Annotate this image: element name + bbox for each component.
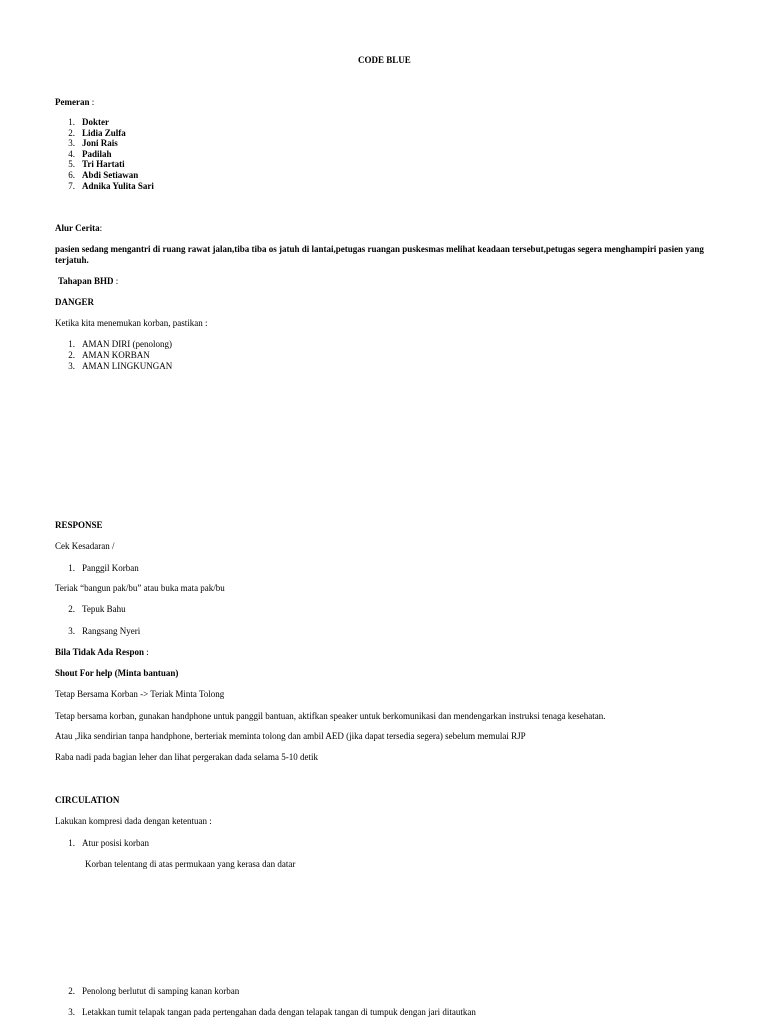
- danger-intro: Ketika kita menemukan korban, pastikan :: [55, 318, 208, 328]
- response-line: Atau ,Jika sendirian tanpa handphone, berteriak meminta tolong dan ambil AED (jika dapat tersedia segera) sebelum memulai RJP: [55, 731, 526, 741]
- circulation-intro: Lakukan kompresi dada dengan ketentuan :: [55, 816, 212, 826]
- cast-member: Padilah: [82, 149, 112, 159]
- cast-member: Lidia Zulfa: [82, 128, 126, 138]
- circulation-item: Letakkan tumit telapak tangan pada pertengahan dada dengan telapak tangan di tumpuk dengan jari ditautkan: [82, 1007, 476, 1017]
- response-line: Raba nadi pada bagian leher dan lihat pergerakan dada selama 5-10 detik: [55, 752, 318, 762]
- cast-member: Abdi Setiawan: [82, 170, 139, 180]
- story-heading: [55, 223, 102, 234]
- list-number: 1.: [68, 117, 75, 127]
- circulation-item: Penolong berlutut di samping kanan korban: [82, 986, 240, 996]
- list-number: 3.: [68, 361, 75, 371]
- danger-heading: DANGER: [55, 297, 95, 307]
- cast-member: Adnika Yulita Sari: [82, 181, 154, 191]
- list-number: 6.: [68, 170, 75, 180]
- response-line: Tetap bersama korban, gunakan handphone untuk panggil bantuan, aktifkan speaker untuk berkomunikasi dan mendengarkan instruksi tenaga kesehatan.: [55, 711, 606, 721]
- list-number: 1.: [68, 563, 75, 573]
- response-line: Tetap Bersama Korban -> Teriak Minta Tolong: [55, 689, 225, 699]
- response-item: Panggil Korban: [82, 563, 139, 573]
- bhd-heading: [58, 276, 118, 287]
- bhd-label: Tahapan BHD: [58, 276, 114, 286]
- list-number: 3.: [68, 138, 75, 148]
- no-response-label: Bila Tidak Ada Respon: [55, 647, 144, 657]
- story-text: pasien sedang mengantri di ruang rawat jalan,tiba tiba os jatuh di lantai,petugas ruangan puskesmas melihat keadaan tersebut,petugas segera menghampiri pasien yang terjatuh.: [55, 244, 704, 265]
- list-number: 1.: [68, 339, 75, 349]
- shout-heading: Shout For help (Minta bantuan): [55, 668, 179, 678]
- list-number: 2.: [68, 128, 75, 138]
- response-heading: RESPONSE: [55, 520, 103, 530]
- response-item: Tepuk Bahu: [82, 604, 126, 614]
- no-response-heading: [55, 647, 149, 658]
- list-number: 2.: [68, 986, 75, 996]
- response-check: Cek Kesadaran /: [55, 541, 115, 551]
- cast-colon: :: [89, 97, 95, 107]
- list-number: 5.: [68, 159, 75, 169]
- list-number: 7.: [68, 181, 75, 191]
- cast-label: Pemeran: [55, 97, 90, 107]
- cast-member: Dokter: [82, 117, 109, 127]
- cast-member: Joni Rais: [82, 138, 118, 148]
- cast-member: Tri Hartati: [82, 159, 125, 169]
- list-number: 3.: [68, 1007, 75, 1017]
- response-shout-text: Teriak “bangun pak/bu” atau buka mata pak/bu: [55, 583, 225, 593]
- circulation-item: Atur posisi korban: [82, 838, 149, 848]
- list-number: 2.: [68, 350, 75, 360]
- danger-item: AMAN LINGKUNGAN: [82, 361, 173, 371]
- danger-item: AMAN KORBAN: [82, 350, 150, 360]
- list-number: 3.: [68, 626, 75, 636]
- page-title: CODE BLUE: [358, 55, 411, 65]
- list-number: 4.: [68, 149, 75, 159]
- story-colon: :: [99, 223, 103, 233]
- story-label: Alur Cerita: [55, 223, 100, 233]
- list-number: 2.: [68, 604, 75, 614]
- circulation-heading: CIRCULATION: [55, 795, 120, 805]
- circulation-subtext: Korban telentang di atas permukaan yang kerasa dan datar: [85, 859, 296, 869]
- list-number: 1.: [68, 838, 75, 848]
- bhd-colon: :: [113, 276, 119, 286]
- response-item: Rangsang Nyeri: [82, 626, 141, 636]
- danger-item: AMAN DIRI (penolong): [82, 339, 172, 349]
- no-response-colon: :: [143, 647, 149, 657]
- cast-heading: [55, 97, 94, 108]
